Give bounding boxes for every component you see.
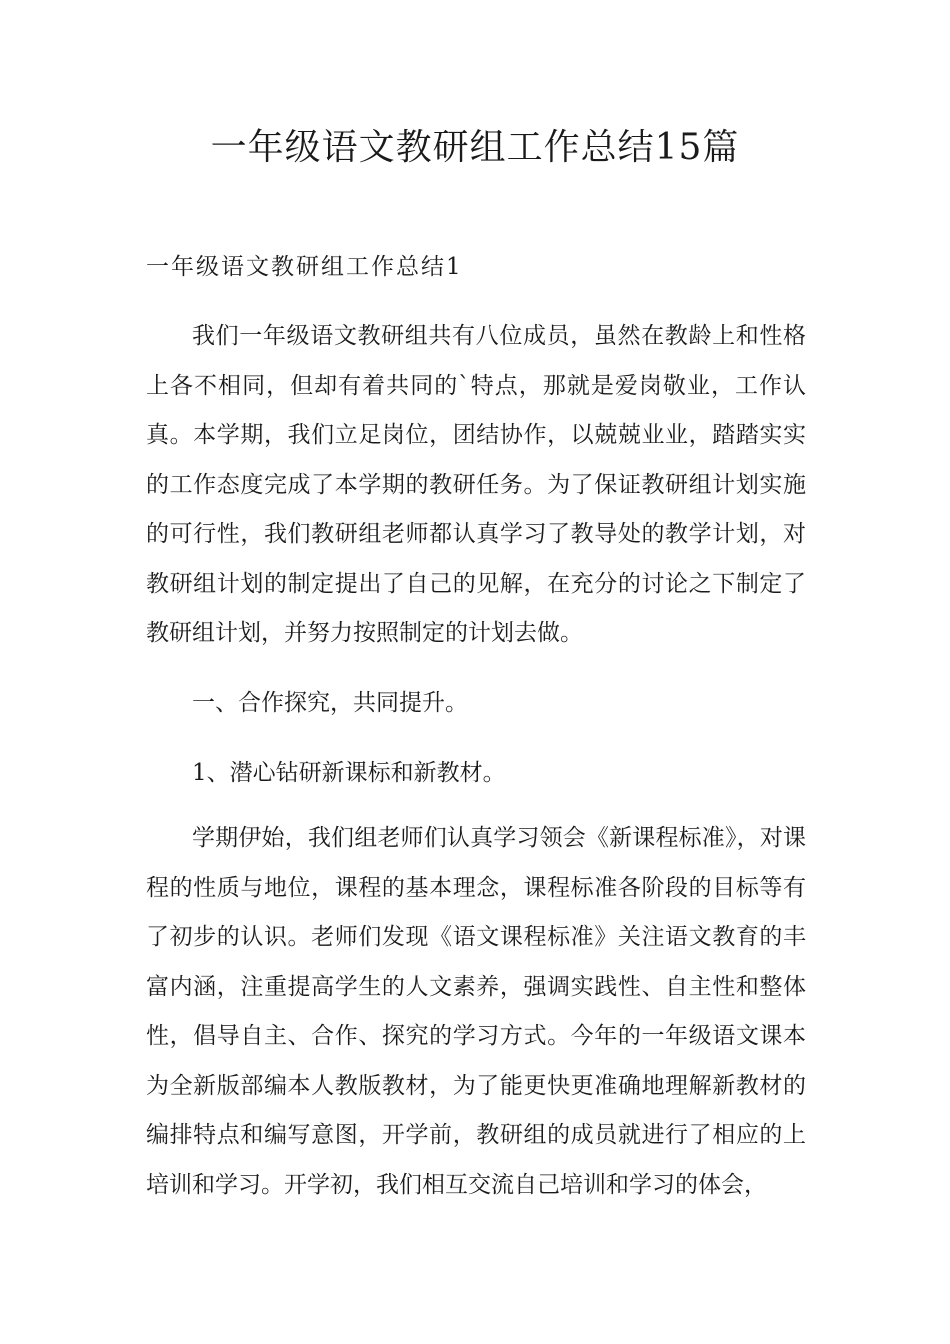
document-title: 一年级语文教研组工作总结15篇 xyxy=(210,127,740,168)
section-heading: 一年级语文教研组工作总结1 xyxy=(146,254,463,280)
paragraph-study-standards: 学期伊始，我们组老师们认真学习领会《新课程标准》，对课程的性质与地位，课程的基本理念，课程标准各阶段的目标等有了初步的认识。老师们发现《语文课程标准》关注语文教育的丰富内涵，注重提高学生的人文素养，强调实践性、自主性和整体性，倡导自主、合作、探究的学习方式。今年的一年级语文课本为全新版部编本人教版教材，为了能更快更准确地理解新教材的编排特点和编写意图，开学前，教研组的成员就进行了相应的上培训和学习。开学初，我们相互交流自己培训和学习的体会， xyxy=(146,825,806,1198)
paragraph-item-1: 1、潜心钻研新课标和新教材。 xyxy=(192,760,506,786)
paragraph-subheading-cooperation: 一、合作探究，共同提升。 xyxy=(192,690,468,716)
paragraph-intro: 我们一年级语文教研组共有八位成员，虽然在教龄上和性格上各不相同，但却有着共同的`特点，那就是爱岗敬业，工作认真。本学期，我们立足岗位，团结协作，以兢兢业业，踏踏实实的工作态度完成了本学期的教研任务。为了保证教研组计划实施的可行性，我们教研组老师都认真学习了教导处的教学计划，对教研组计划的制定提出了自己的见解，在充分的讨论之下制定了教研组计划，并努力按照制定的计划去做。 xyxy=(146,323,806,646)
